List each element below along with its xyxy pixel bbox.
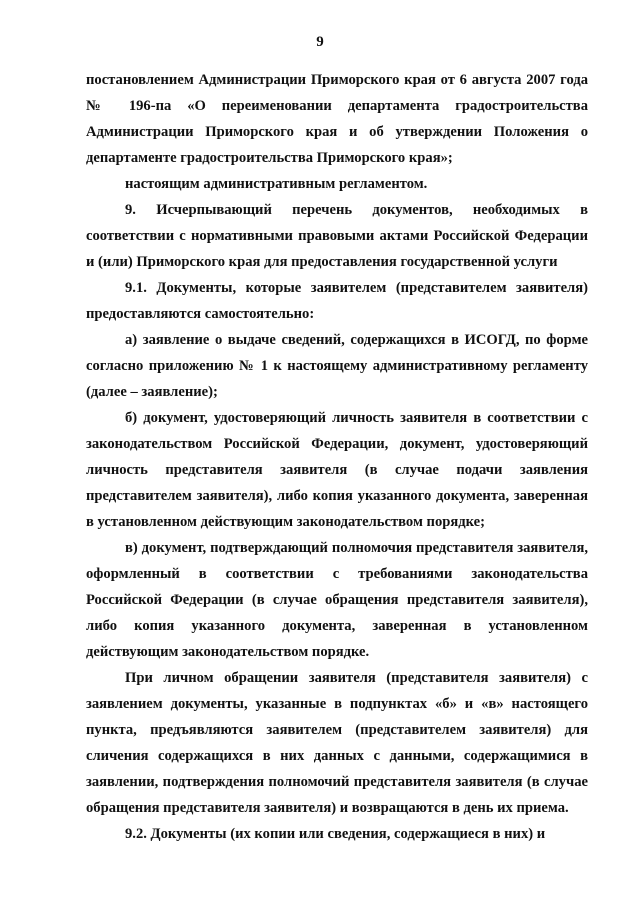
list-item-a: а) заявление о выдаче сведений, содержащихся в ИСОГД, по форме согласно приложению № 1 к настоящему административному регламенту (далее – заявление); <box>86 332 588 400</box>
paragraph-resolution-reference: постановлением Администрации Приморского края от 6 августа 2007 года № 196-па «О переименовании департамента градостроительства Администрации Приморского края и об утверждении Положения о департаменте градостроительства Приморского края»; <box>86 72 588 166</box>
list-item-b: б) документ, удостоверяющий личность заявителя в соответствии с законодательством Российской Федерации, документ, удостоверяющий личность представителя заявителя (в случае подачи заявления представителем заявителя), либо копия указанного документа, заверенная в установленном действующим законодательством порядке; <box>86 410 588 530</box>
document-body <box>86 67 588 847</box>
section-9-1-heading: 9.1. Документы, которые заявителем (представителем заявителя) предоставляются самостоятельно: <box>86 280 588 322</box>
section-9-2-start: 9.2. Документы (их копии или сведения, содержащиеся в них) и <box>125 826 546 842</box>
paragraph-personal-application: При личном обращении заявителя (представителя заявителя) с заявлением документы, указанные в подпунктах «б» и «в» настоящего пункта, предъявляются заявителем (представителем заявителя) для сличения содержащихся в них данных с данными, содержащимися в заявлении, подтверждения полномочий представителя заявителя (в случае обращения представителя заявителя) и возвращаются в день их приема. <box>86 670 588 816</box>
page-number: 9 <box>316 34 324 50</box>
list-item-v: в) документ, подтверждающий полномочия представителя заявителя, оформленный в соответствии с требованиями законодательства Российской Федерации (в случае обращения представителя заявителя), либо копия указанного документа, заверенная в установленном действующим законодательством порядке. <box>86 540 588 660</box>
section-9-heading: 9. Исчерпывающий перечень документов, необходимых в соответствии с нормативными правовыми актами Российской Федерации и (или) Приморского края для предоставления государственной услуги <box>86 202 588 270</box>
paragraph-regulation-reference: настоящим административным регламентом. <box>125 176 428 192</box>
